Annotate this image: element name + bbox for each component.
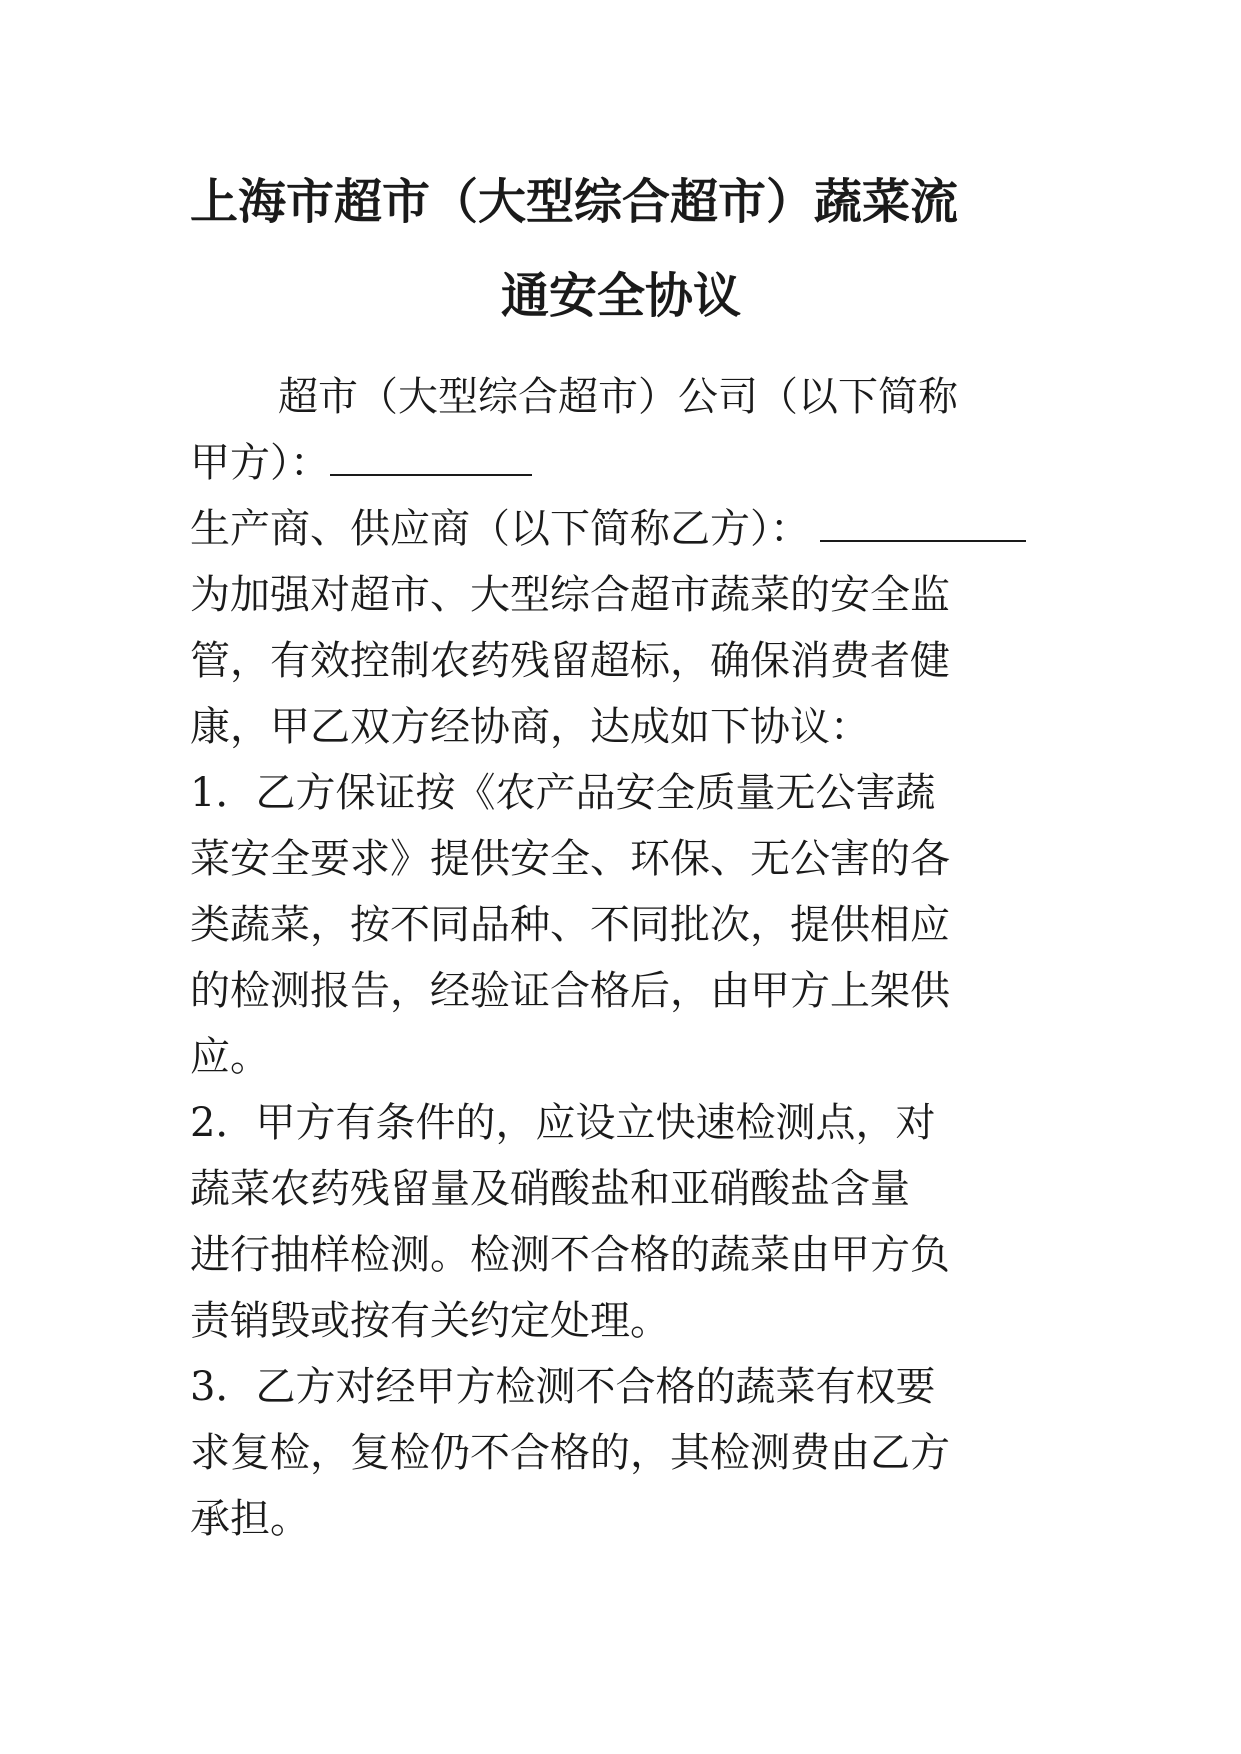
- clause-3-line-3: 承担。: [190, 1496, 310, 1542]
- document-title-line-1: 上海市超市（大型综合超市）蔬菜流: [190, 174, 959, 230]
- party-b-line: [190, 496, 1052, 562]
- document-body: [190, 364, 1052, 1552]
- clause-1-line-2: 菜安全要求》提供安全、环保、无公害的各: [190, 836, 950, 882]
- purpose-line-1: 为加强对超市、大型综合超市蔬菜的安全监: [190, 572, 950, 618]
- party-a-blank-field: [330, 430, 532, 476]
- clause-1-line-5: 应。: [190, 1034, 270, 1080]
- clause-2-line-2: 蔬菜农药残留量及硝酸盐和亚硝酸盐含量: [190, 1166, 910, 1212]
- party-a-line-2: [190, 430, 1052, 496]
- clause-2-line-4: 责销毁或按有关约定处理。: [190, 1298, 670, 1344]
- party-b-blank-field: [820, 496, 1026, 542]
- clause-2-line-3: 进行抽样检测。检测不合格的蔬菜由甲方负: [190, 1232, 950, 1278]
- party-a-line-1: 超市（大型综合超市）公司（以下简称: [278, 374, 958, 420]
- party-a-label: 甲方）：: [190, 440, 330, 486]
- clause-3-line-2: 求复检，复检仍不合格的，其检测费由乙方: [190, 1430, 950, 1476]
- clause-1-line-3: 类蔬菜，按不同品种、不同批次，提供相应: [190, 902, 950, 948]
- clause-3-line-1: 3．乙方对经甲方检测不合格的蔬菜有权要: [190, 1364, 936, 1410]
- party-b-label: 生产商、供应商（以下简称乙方）：: [190, 506, 810, 552]
- clause-1-line-1: 1．乙方保证按《农产品安全质量无公害蔬: [190, 770, 936, 816]
- purpose-line-2: 管，有效控制农药残留超标，确保消费者健: [190, 638, 950, 684]
- document-title-line-2: 通安全协议: [500, 268, 741, 324]
- clause-1-line-4: 的检测报告，经验证合格后，由甲方上架供: [190, 968, 950, 1014]
- clause-2-line-1: 2．甲方有条件的，应设立快速检测点，对: [190, 1100, 936, 1146]
- purpose-line-3: 康，甲乙双方经协商，达成如下协议：: [190, 704, 870, 750]
